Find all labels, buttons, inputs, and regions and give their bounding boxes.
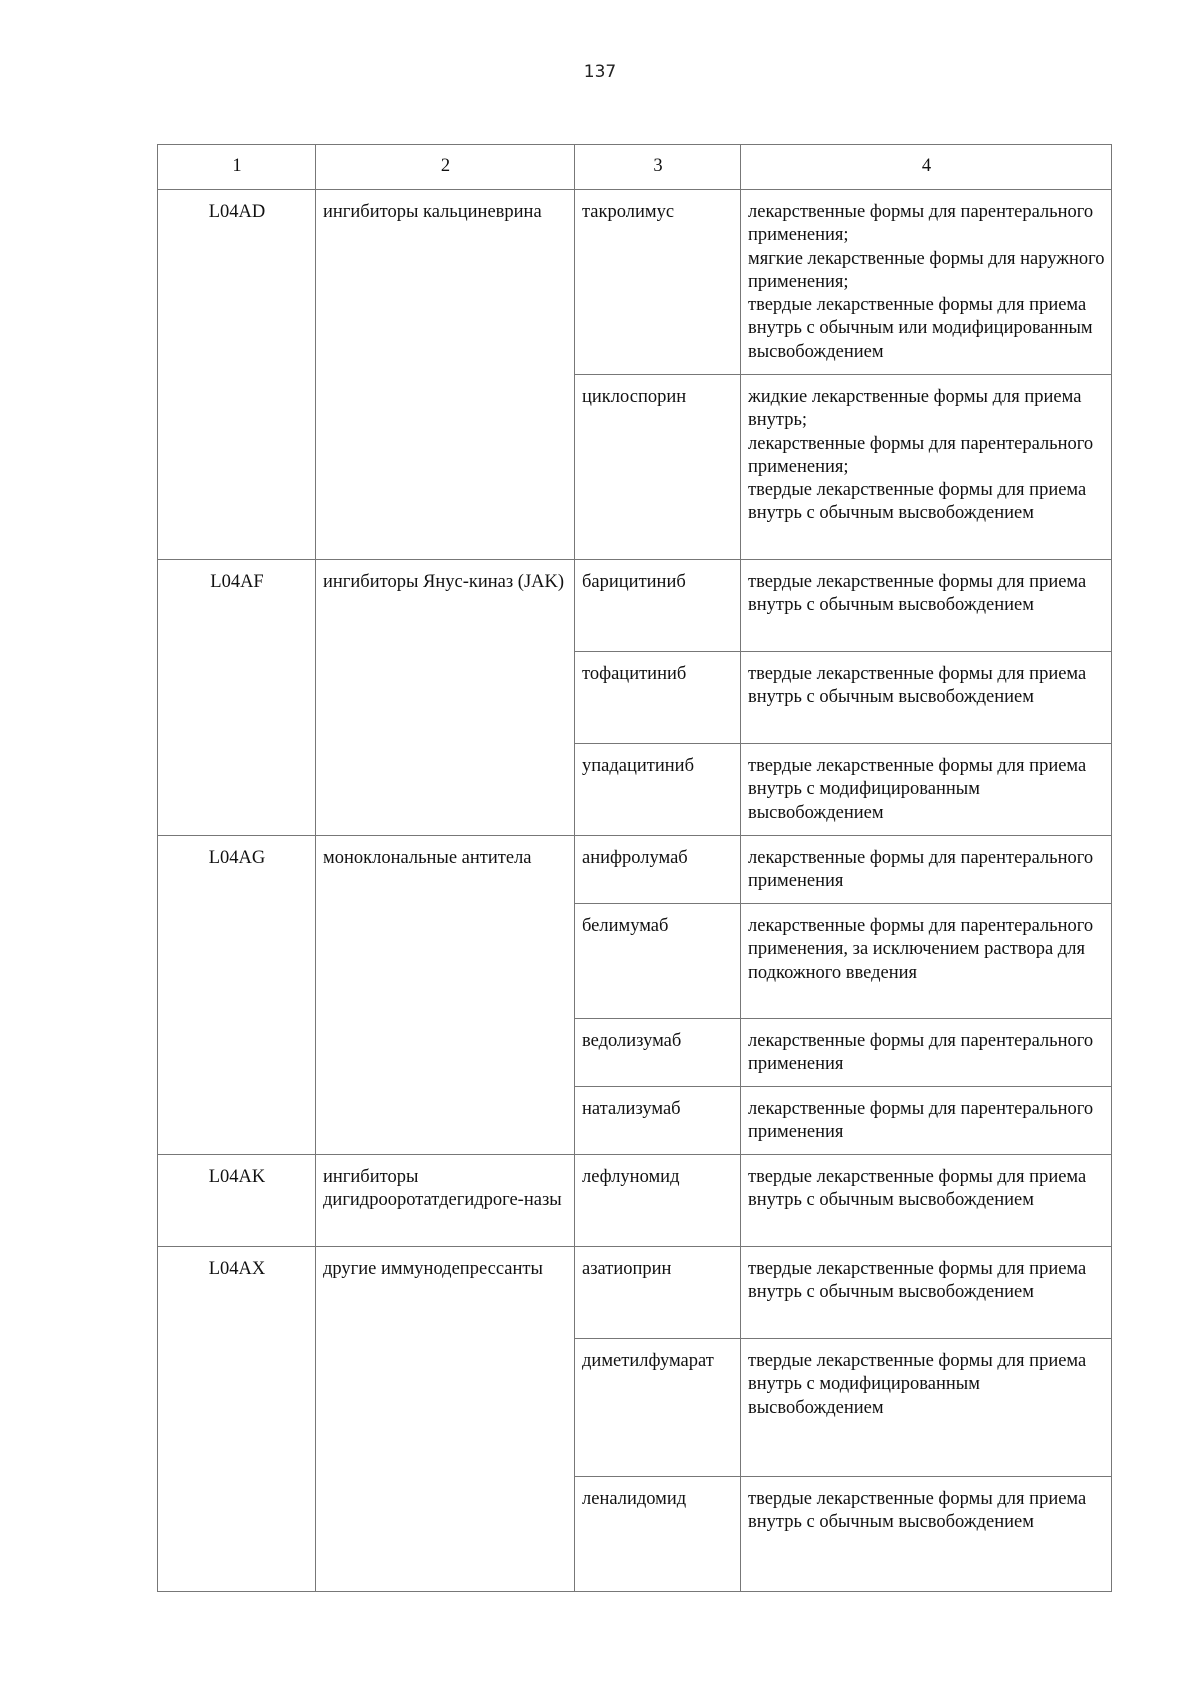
table-row: [158, 836, 1112, 904]
dosage-form-line: лекарственные формы для парентерального применения: [748, 1031, 1094, 1075]
table-row: [158, 1247, 1112, 1339]
column-header: 3: [575, 145, 741, 190]
atc-code: L04AX: [158, 1247, 316, 1592]
table-row: [158, 190, 1112, 375]
drug-name: натализумаб: [575, 1087, 741, 1155]
dosage-form-line: лекарственные формы для парентерального применения: [748, 1099, 1094, 1143]
dosage-form-line: лекарственные формы для парентерального применения, за исключением раствора для подкожного введения: [748, 916, 1094, 983]
drug-name: азатиоприн: [575, 1247, 741, 1339]
dosage-forms: [741, 744, 1112, 836]
dosage-form-line: твердые лекарственные формы для приема внутрь с обычным высвобождением: [748, 1489, 1087, 1533]
group-name: моноклональные антитела: [316, 836, 575, 1155]
drug-name: ведолизумаб: [575, 1019, 741, 1087]
atc-code: L04AG: [158, 836, 316, 1155]
table-header-row: [158, 145, 1112, 190]
dosage-forms: [741, 1155, 1112, 1247]
dosage-forms: [741, 375, 1112, 560]
dosage-forms: [741, 1477, 1112, 1592]
drug-name: диметилфумарат: [575, 1339, 741, 1477]
atc-code: L04AK: [158, 1155, 316, 1247]
dosage-forms: [741, 836, 1112, 904]
dosage-forms: [741, 190, 1112, 375]
drug-name: упадацитиниб: [575, 744, 741, 836]
dosage-forms: [741, 560, 1112, 652]
dosage-form-line: твердые лекарственные формы для приема внутрь с обычным высвобождением: [748, 480, 1087, 524]
group-name: ингибиторы дигидрооротатдегидроге-назы: [316, 1155, 575, 1247]
dosage-form-line: твердые лекарственные формы для приема внутрь с обычным или модифицированным высвобождением: [748, 295, 1093, 362]
dosage-form-line: лекарственные формы для парентерального применения;: [748, 433, 1094, 477]
dosage-forms: [741, 652, 1112, 744]
drug-name: тофацитиниб: [575, 652, 741, 744]
drug-name: белимумаб: [575, 904, 741, 1019]
drug-name: анифролумаб: [575, 836, 741, 904]
column-header: 4: [741, 145, 1112, 190]
dosage-forms: [741, 1247, 1112, 1339]
dosage-form-line: твердые лекарственные формы для приема внутрь с модифицированным высвобождением: [748, 1351, 1087, 1418]
group-name: другие иммунодепрессанты: [316, 1247, 575, 1592]
dosage-form-line: твердые лекарственные формы для приема внутрь с обычным высвобождением: [748, 1167, 1087, 1211]
dosage-form-line: твердые лекарственные формы для приема внутрь с обычным высвобождением: [748, 572, 1087, 616]
drug-name: барицитиниб: [575, 560, 741, 652]
column-header: 2: [316, 145, 575, 190]
dosage-form-line: мягкие лекарственные формы для наружного применения;: [748, 248, 1105, 292]
drug-name: лефлуномид: [575, 1155, 741, 1247]
dosage-form-line: твердые лекарственные формы для приема внутрь с модифицированным высвобождением: [748, 756, 1087, 823]
dosage-form-line: лекарственные формы для парентерального применения;: [748, 202, 1094, 246]
table-row: [158, 1155, 1112, 1247]
atc-code: L04AD: [158, 190, 316, 560]
dosage-form-line: твердые лекарственные формы для приема внутрь с обычным высвобождением: [748, 1259, 1087, 1303]
dosage-forms: [741, 1087, 1112, 1155]
dosage-form-line: жидкие лекарственные формы для приема внутрь;: [748, 387, 1082, 431]
drug-name: леналидомид: [575, 1477, 741, 1592]
group-name: ингибиторы Янус-киназ (JAK): [316, 560, 575, 836]
table-row: [158, 560, 1112, 652]
group-name: ингибиторы кальциневрина: [316, 190, 575, 560]
drug-name: циклоспорин: [575, 375, 741, 560]
atc-code: L04AF: [158, 560, 316, 836]
drug-table: [157, 144, 1112, 1592]
drug-name: такролимус: [575, 190, 741, 375]
dosage-forms: [741, 904, 1112, 1019]
dosage-form-line: твердые лекарственные формы для приема внутрь с обычным высвобождением: [748, 664, 1087, 708]
dosage-form-line: лекарственные формы для парентерального применения: [748, 848, 1094, 892]
column-header: 1: [158, 145, 316, 190]
dosage-forms: [741, 1019, 1112, 1087]
page-number: 137: [583, 62, 617, 82]
dosage-forms: [741, 1339, 1112, 1477]
